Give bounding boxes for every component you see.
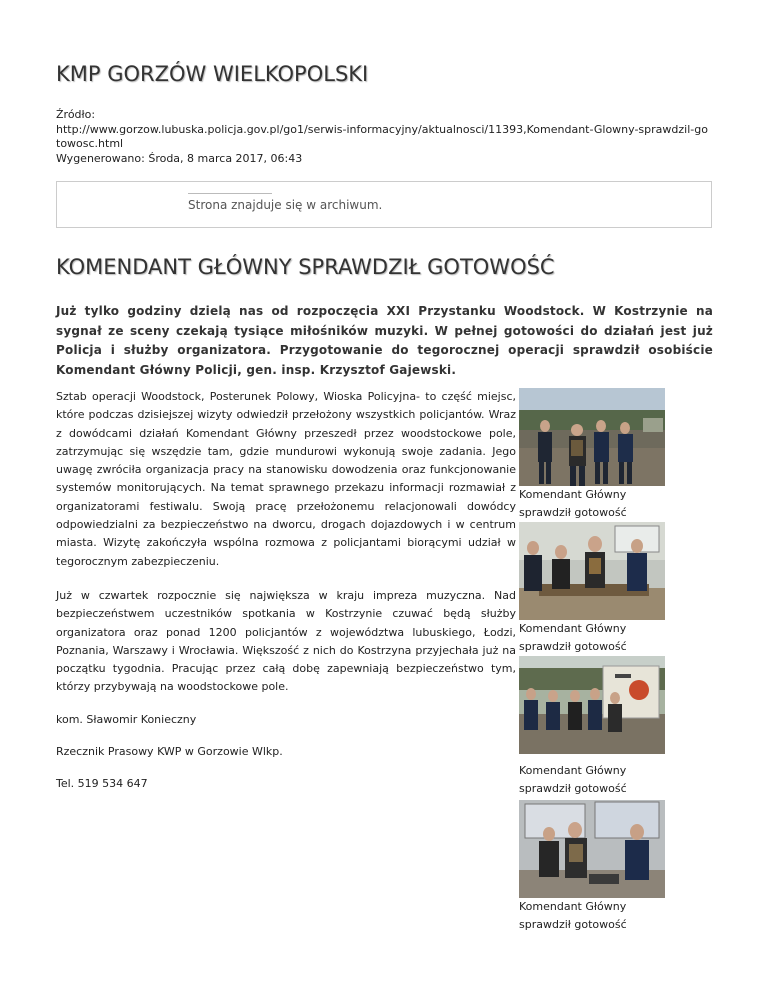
site-title: KMP GORZÓW WIELKOPOLSKI [56, 62, 369, 86]
gallery-caption: Komendant Główny sprawdził gotowość [519, 900, 627, 931]
author-role: Rzecznik Prasowy KWP w Gorzowie Wlkp. [56, 745, 283, 759]
archive-divider [188, 193, 272, 194]
gallery-item[interactable] [519, 388, 679, 522]
gallery-photo-command-room[interactable] [519, 800, 665, 898]
source-label: Źródło: [56, 108, 96, 121]
gallery-caption: Komendant Główny sprawdził gotowość [519, 622, 627, 653]
source-meta [56, 108, 712, 166]
article-title: KOMENDANT GŁÓWNY SPRAWDZIŁ GOTOWOŚĆ [56, 255, 555, 279]
gallery-photo-indoor-group[interactable] [519, 522, 665, 620]
gallery-item[interactable] [519, 656, 679, 798]
photo-gallery [519, 388, 679, 934]
archive-notice: Strona znajduje się w archiwum. [188, 198, 383, 212]
article-paragraph: Już w czwartek rozpocznie się największa w kraju impreza muzyczna. Nad bezpieczeństwem uczestników spotkania w Kostrzynie czuwać będą służby organizatora oraz ponad 1200 policjantów z województwa lubuskiego, Łodzi, Poznania, Warszawy i Wrocławia. Większość z nich do Kostrzyna przyjechała już na początku tygodnia. Pracując przez całą dobę zapewniają bezpieczeństwo tym, którzy przybywają na woodstockowe pole. [56, 588, 516, 694]
generated-date: Wygenerowano: Środa, 8 marca 2017, 06:43 [56, 151, 303, 165]
author-name: kom. Sławomir Konieczny [56, 712, 197, 726]
source-url: http://www.gorzow.lubuska.policja.gov.pl/go1/serwis-informacyjny/aktualnosci/11393,Komendant-Glowny-sprawdzil-gotowosc.html [56, 122, 708, 150]
article-lead: Już tylko godziny dzielą nas od rozpoczęcia XXI Przystanku Woodstock. W Kostrzynie na sygnał ze sceny czekają tysiące miłośników muzyki. W pełnej gotowości do działań jest już Policja i służby organizatora. Przygotowanie do tegorocznej operacji sprawdził osobiście Komendant Główny Policji, gen. insp. Krzysztof Gajewski. [56, 304, 713, 377]
gallery-photo-field-stand[interactable] [519, 656, 665, 754]
gallery-caption: Komendant Główny sprawdził gotowość [519, 488, 627, 519]
gallery-item[interactable] [519, 522, 679, 656]
archive-notice-box [56, 181, 712, 228]
gallery-caption: Komendant Główny sprawdził gotowość [519, 764, 627, 795]
gallery-item[interactable] [519, 800, 679, 934]
author-phone: Tel. 519 534 647 [56, 777, 148, 791]
article-paragraph: Sztab operacji Woodstock, Posterunek Polowy, Wioska Policyjna- to część miejsc, które podczas dzisiejszej wizyty odwiedził przełożony wszystkich policjantów. Wraz z dowódcami działań Komendant Główny przeszedł przez woodstockowe pole, zatrzymując się wszędzie tam, gdzie mundurowi wykonują swoje zadania. Jego uwagę zwróciła organizacja pracy na stanowisku dowodzenia oraz funkcjonowanie systemów monitorujących. Na temat sprawnego przekazu informacji rozmawiał z organizatorami festiwalu. Swoją pracę przełożonemu relacjonowali dowódcy odpowiedzialni za bezpieczeństwo na dworcu, drogach dojazdowych i w centrum miasta. Wizytę zakończyła wspólna rozmowa z policjantami biorącymi udział w tegorocznym zabezpieczeniu. [56, 390, 516, 568]
article-content [56, 388, 712, 931]
gallery-photo-outdoor-walk[interactable] [519, 388, 665, 486]
article-body [56, 388, 516, 794]
